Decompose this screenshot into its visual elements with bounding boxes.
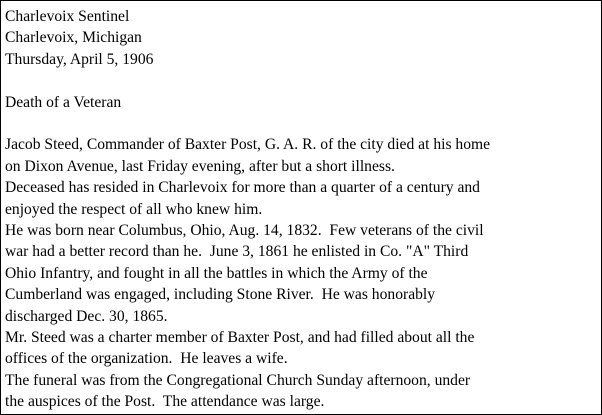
paragraph-funeral	[5, 370, 597, 413]
masthead	[5, 6, 597, 70]
text-line: war had a better record than he. June 3, 1861 he enlisted in Co. "A" Third	[5, 243, 469, 261]
paragraph-military-record	[5, 220, 597, 327]
newspaper-name: Charlevoix Sentinel	[5, 8, 130, 25]
text-line: offices of the organization. He leaves a wife.	[5, 350, 288, 368]
text-line: the auspices of the Post. The attendance was large.	[5, 393, 325, 411]
headline: Death of a Veteran	[5, 93, 122, 111]
text-line: Deceased has resided in Charlevoix for more than a quarter of a century and	[5, 179, 480, 197]
text-line: Cumberland was engaged, including Stone River. He was honorably	[5, 286, 436, 304]
text-line: The funeral was from the Congregational Church Sunday afternoon, under	[5, 371, 471, 389]
text-line: He was born near Columbus, Ohio, Aug. 14, 1832. Few veterans of the civil	[5, 222, 484, 240]
text-line: Mr. Steed was a charter member of Baxter Post, and had filled about all the	[5, 329, 475, 347]
spacer	[5, 113, 597, 134]
text-line: discharged Dec. 30, 1865.	[5, 307, 168, 325]
text-line: Jacob Steed, Commander of Baxter Post, G. A. R. of the city died at his home	[5, 136, 491, 154]
text-line: on Dixon Avenue, last Friday evening, after but a short illness.	[5, 157, 395, 175]
newspaper-location: Charlevoix, Michigan	[5, 29, 142, 47]
publication-date: Thursday, April 5, 1906	[5, 50, 154, 68]
text-line: enjoyed the respect of all who knew him.	[5, 200, 263, 218]
paragraph-death-notice	[5, 134, 597, 177]
spacer	[5, 70, 597, 91]
text-line: Ohio Infantry, and fought in all the battles in which the Army of the	[5, 264, 428, 282]
paragraph-residence	[5, 177, 597, 220]
paragraph-membership	[5, 327, 597, 370]
